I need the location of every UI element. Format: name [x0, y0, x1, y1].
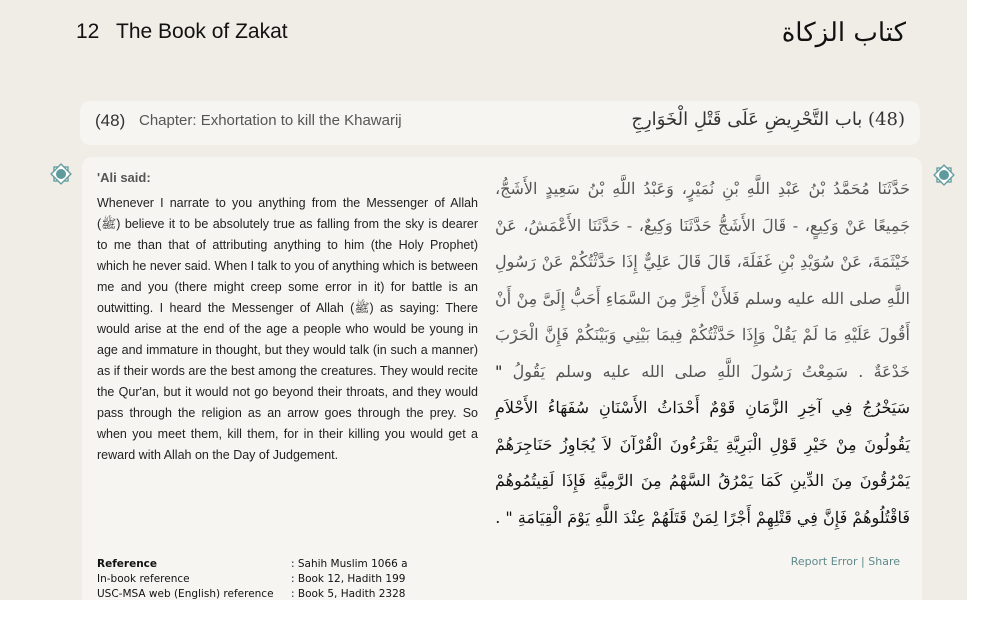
action-separator: |: [857, 555, 869, 568]
chapter-number: (48): [95, 111, 126, 130]
star-ornament-icon: [50, 163, 72, 185]
report-error-link[interactable]: Report Error: [790, 555, 858, 568]
hadith-text-arabic: [495, 171, 910, 536]
book-header: [76, 18, 906, 52]
reference-row: [97, 572, 408, 587]
star-ornament-icon: [933, 164, 955, 186]
reference-label: In-book reference: [97, 573, 190, 585]
share-link[interactable]: Share: [868, 555, 900, 568]
reference-label: Reference: [97, 558, 158, 570]
book-title-english: The Book of Zakat: [116, 20, 288, 43]
hadith-actions: [791, 555, 900, 568]
arabic-matn: " سَيَخْرُجُ فِي آخِرِ الزَّمَانِ قَوْمٌ أَحْدَاثُ الأَسْنَانِ سُفَهَاءُ الأَحْلاَمِ يَقُولُونَ مِنْ خَيْرِ قَوْلِ الْبَرِيَّةِ يَقْرَءُونَ الْقُرْآنَ لاَ يُجَاوِزُ حَنَاجِرَهُمْ يَمْرُقُونَ مِنَ الدِّينِ كَمَا يَمْرُقُ السَّهْمُ مِنَ الرَّمِيَّةِ فَإِذَا لَقِيتُمُوهُمْ فَاقْتُلُوهُمْ فَإِنَّ فِي قَتْلِهِمْ أَجْرًا لِمَنْ قَتَلَهُمْ عِنْدَ اللَّهِ يَوْمَ الْقِيَامَةِ " .: [495, 361, 911, 527]
chapter-title-arabic: (48) باب التَّحْرِيضِ عَلَى قَتْلِ الْخَوَارِجِ: [631, 109, 905, 130]
reference-row: [97, 587, 408, 602]
chapter-title-english: Chapter: Exhortation to kill the Khawarij: [139, 112, 402, 129]
arabic-isnad: حَدَّثَنَا مُحَمَّدُ بْنُ عَبْدِ اللَّهِ بْنِ نُمَيْرٍ، وَعَبْدُ اللَّهِ بْنُ سَعِيدٍ الأَشَجُّ، جَمِيعًا عَنْ وَكِيعٍ، - قَالَ الأَشَجُّ حَدَّثَنَا وَكِيعٌ، - حَدَّثَنَا الأَعْمَشُ، عَنْ خَيْثَمَةَ، عَنْ سُوَيْدِ بْنِ غَفَلَةَ، قَالَ قَالَ عَلِيٌّ إِذَا حَدَّثْتُكُمْ عَنْ رَسُولِ اللَّهِ صلى الله عليه وسلم فَلأَنْ أَخِرَّ مِنَ السَّمَاءِ أَحَبُّ إِلَىَّ مِنْ أَنْ أَقُولَ عَلَيْهِ مَا لَمْ يَقُلْ وَإِذَا حَدَّثْتُكُمْ فِيمَا بَيْنِي وَبَيْنَكُمْ فَإِنَّ الْحَرْبَ خَدْعَةٌ . سَمِعْتُ رَسُولَ اللَّهِ صلى الله عليه وسلم يَقُولُ: [495, 179, 911, 381]
reference-value: : Book 12, Hadith 199: [291, 573, 406, 585]
book-number: 12: [76, 20, 100, 43]
book-title-arabic: كتاب الزكاة: [781, 18, 906, 48]
reference-value: : Book 5, Hadith 2328: [291, 588, 406, 600]
narrator: 'Ali said:: [97, 170, 151, 185]
hadith-card: [82, 157, 922, 600]
chapter-header: [80, 101, 920, 145]
reference-table: [97, 557, 408, 602]
reference-value: : Sahih Muslim 1066 a: [291, 558, 408, 570]
hadith-text-english: Whenever I narrate to you anything from the Messenger of Allah (ﷺ) believe it to be absolutely true as falling from the sky is dearer to me than that of attributing anything to him (the Holy Prophet) which he never said. When I talk to you of anything which is between me and you (there might creep some error in it) for battle is an outwitting. I heard the Messenger of Allah (ﷺ) as saying: There would arise at the end of the age a people who would be young in age and immature in thought, but they would talk (in such a manner) as if their words are the best among the creatures. They would recite the Qur'an, but it would not go beyond their throats, and they would pass through the religion as an arrow goes through the prey. So when you meet them, kill them, for in their killing you would get a reward with Allah on the Day of Judgement.: [97, 196, 478, 462]
reference-label: USC-MSA web (English) reference: [97, 588, 274, 600]
reference-row: [97, 557, 408, 572]
